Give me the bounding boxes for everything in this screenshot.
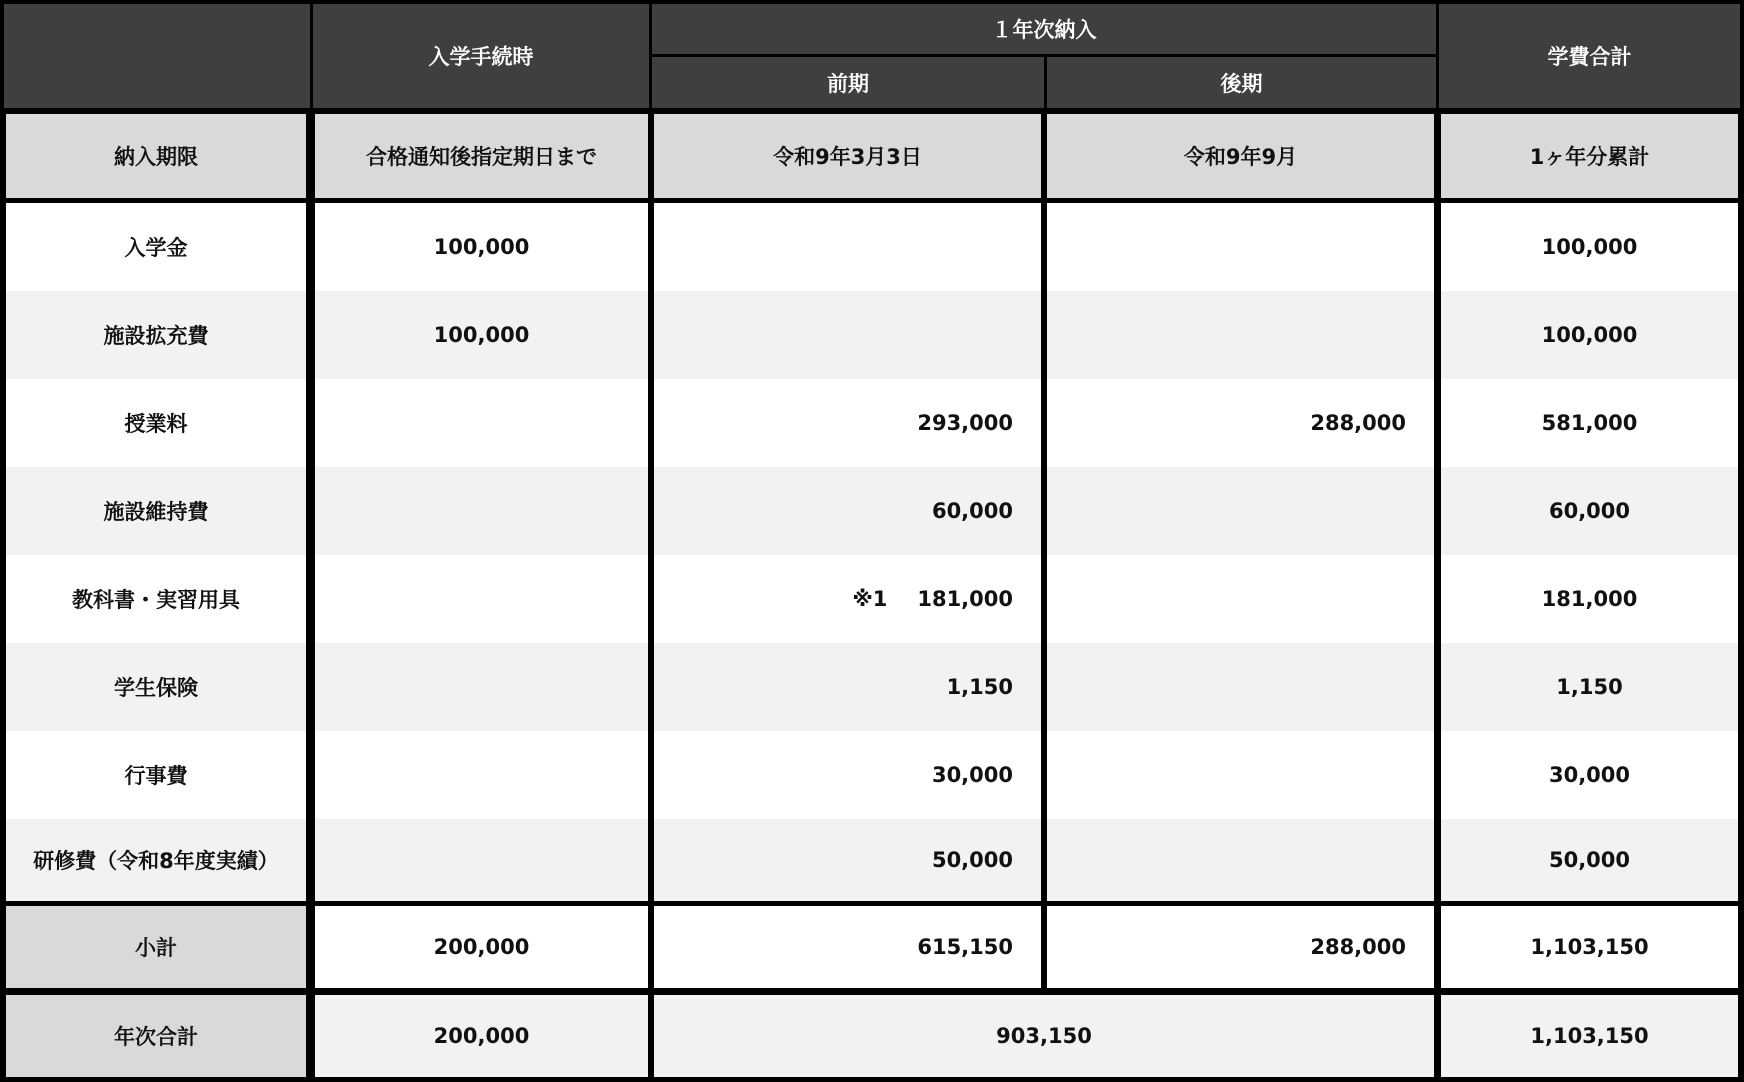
row-second-half <box>1047 555 1434 643</box>
row-total: 60,000 <box>1441 467 1738 555</box>
row-second-half <box>1047 467 1434 555</box>
row-first-half: 293,000 <box>654 379 1041 467</box>
row-total: 581,000 <box>1441 379 1738 467</box>
deadline-label: 納入期限 <box>6 114 306 198</box>
row-admission <box>315 555 648 643</box>
row-label: 教科書・実習用具 <box>6 555 306 643</box>
subtotal-total: 1,103,150 <box>1441 906 1738 988</box>
row-second-half <box>1047 291 1434 379</box>
deadline-first-half: 令和9年3月3日 <box>654 114 1041 198</box>
annual-total-total: 1,103,150 <box>1441 995 1738 1077</box>
row-admission <box>315 379 648 467</box>
annual-total-first-year: 903,150 <box>654 995 1434 1077</box>
row-admission <box>315 467 648 555</box>
row-total: 1,150 <box>1441 643 1738 731</box>
row-first-half-value: 181,000 <box>917 587 1013 611</box>
row-first-half: 1,150 <box>654 643 1041 731</box>
row-label: 行事費 <box>6 731 306 819</box>
deadline-second-half: 令和9年9月 <box>1047 114 1434 198</box>
row-first-half: 60,000 <box>654 467 1041 555</box>
row-admission: 100,000 <box>315 291 648 379</box>
row-total: 30,000 <box>1441 731 1738 819</box>
row-label: 入学金 <box>6 203 306 291</box>
subtotal-admission: 200,000 <box>315 906 648 988</box>
row-total: 100,000 <box>1441 291 1738 379</box>
row-first-half <box>654 291 1041 379</box>
row-label: 研修費（令和8年度実績） <box>6 819 306 901</box>
row-label: 施設拡充費 <box>6 291 306 379</box>
row-second-half <box>1047 819 1434 901</box>
header-total: 学費合計 <box>1439 4 1740 108</box>
row-second-half <box>1047 731 1434 819</box>
row-first-half: 50,000 <box>654 819 1041 901</box>
row-first-half <box>654 203 1041 291</box>
footnote-marker: ※1 <box>852 587 888 611</box>
row-total: 181,000 <box>1441 555 1738 643</box>
row-admission <box>315 643 648 731</box>
header-admission: 入学手続時 <box>313 4 649 108</box>
header-first-half: 前期 <box>652 57 1044 108</box>
header-first-year: １年次納入 <box>652 4 1436 54</box>
row-label: 授業料 <box>6 379 306 467</box>
deadline-admission: 合格通知後指定期日まで <box>315 114 648 198</box>
deadline-total: 1ヶ年分累計 <box>1441 114 1738 198</box>
row-admission <box>315 731 648 819</box>
row-first-half: 30,000 <box>654 731 1041 819</box>
subtotal-second-half: 288,000 <box>1047 906 1434 988</box>
header-second-half: 後期 <box>1047 57 1436 108</box>
subtotal-first-half: 615,150 <box>654 906 1041 988</box>
subtotal-label: 小計 <box>6 906 306 988</box>
row-total: 50,000 <box>1441 819 1738 901</box>
row-label: 学生保険 <box>6 643 306 731</box>
row-admission: 100,000 <box>315 203 648 291</box>
row-second-half <box>1047 203 1434 291</box>
annual-total-admission: 200,000 <box>315 995 648 1077</box>
row-admission <box>315 819 648 901</box>
row-second-half: 288,000 <box>1047 379 1434 467</box>
row-first-half <box>654 555 1041 643</box>
row-second-half <box>1047 643 1434 731</box>
row-label: 施設維持費 <box>6 467 306 555</box>
row-total: 100,000 <box>1441 203 1738 291</box>
header-corner <box>4 4 310 108</box>
annual-total-label: 年次合計 <box>6 995 306 1077</box>
